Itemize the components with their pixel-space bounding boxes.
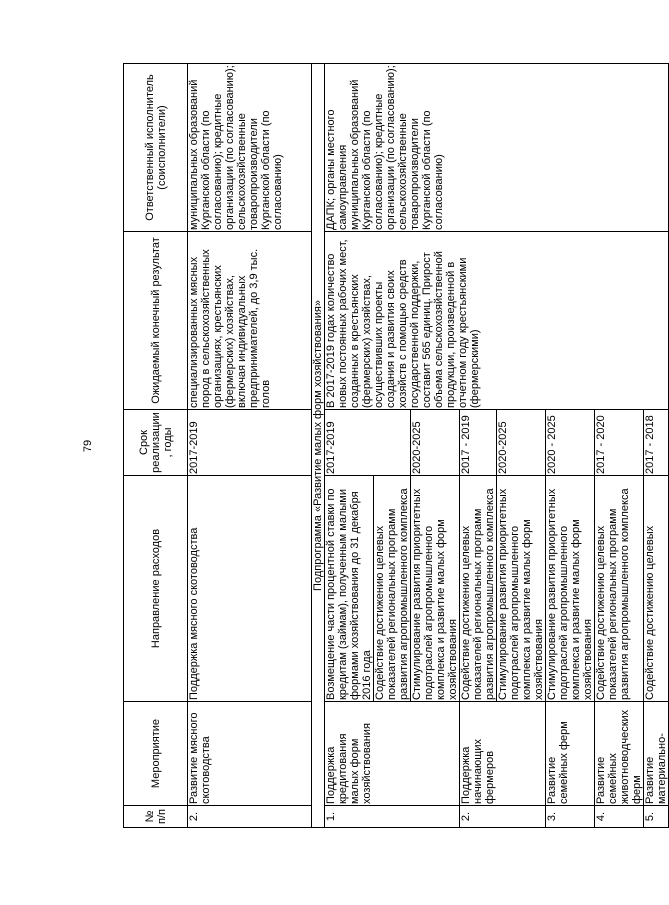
event-cell: Развитие мясного скотоводства [188, 702, 312, 806]
subprogram-row [312, 64, 325, 828]
event-cell: Развитие материально- [644, 702, 669, 806]
result-cell: В 2017-2019 годах количество новых постоянных рабочих мест, созданных в крестьянских (фермерских) хозяйствах, осуществивших проекты создания и развития своих хозяйств с помощью средств государственной поддержки, составит 565 единиц. Прирост объема сельскохозяйственной продукции, произведенной в отчетном году крестьянскими (фермерскими) [325, 232, 669, 410]
term-cell: 2017-2019 [325, 410, 411, 476]
result-cell: специализированных мясных пород в сельскохозяйственных организациях, крестьянских (фермерских) хозяйствах, включая индивидуальных предпринимателей, до 3,9 тыс. голов [188, 232, 312, 410]
rotated-page [76, 64, 668, 828]
term-cell: 2020-2025 [411, 410, 460, 476]
term-cell: 2020-2025 [497, 410, 546, 476]
program-table [123, 63, 669, 828]
table-row [188, 64, 312, 828]
row-num: 4. [595, 806, 644, 828]
direction-cell: Содействие достижению целевых показателей региональных программ развития агропромышленного комплекса [595, 476, 644, 702]
page-number: 79 [82, 439, 94, 453]
header-direction: Направление расходов [124, 476, 188, 702]
direction-cell: Содействие достижению целевых показателей региональных программ развития агропромышленного комплекса [374, 476, 411, 702]
row-num: 1. [325, 806, 460, 828]
direction-cell: Содействие достижению целевых показателей региональных программ развития агропромышленного комплекса [460, 476, 497, 702]
term-cell: 2017 - 2019 [460, 410, 497, 476]
subprogram-title: Подпрограмма «Развитие малых форм хозяйствования» [312, 64, 325, 828]
direction-cell: Стимулирование развития приоритетных подотраслей агропромышленного комплекса и развитие малых форм хозяйствования [497, 476, 546, 702]
event-cell: Поддержка кредитования малых форм хозяйствования [325, 702, 460, 806]
term-cell: 2017 - 2020 [595, 410, 644, 476]
row-num: 5. [644, 806, 669, 828]
term-cell: 2017 - 2018 [644, 410, 669, 476]
row-num: 2. [188, 806, 312, 828]
header-responsible: Ответственный исполнитель (соисполнители) [124, 64, 188, 232]
header-event: Мероприятие [124, 702, 188, 806]
header-row [124, 64, 188, 828]
table-row [325, 64, 374, 828]
direction-cell: Поддержка мясного скотоводства [188, 476, 312, 702]
event-cell: Развитие семейных животноводческих ферм [595, 702, 644, 806]
header-num: № п/п [124, 806, 188, 828]
term-cell: 2017-2019 [188, 410, 312, 476]
header-term: Срок реализации, годы [124, 410, 188, 476]
row-num: 3. [546, 806, 595, 828]
row-num: 2. [460, 806, 546, 828]
direction-cell: Содействие достижению целевых [644, 476, 669, 702]
direction-cell: Стимулирование развития приоритетных подотраслей агропромышленного комплекса и развитие малых форм хозяйствования [546, 476, 595, 702]
direction-cell: Возмещение части процентной ставки по кредитам (займам), полученным малыми формами хозяйствования до 31 декабря 2016 года [325, 476, 374, 702]
term-cell: 2020 - 2025 [546, 410, 595, 476]
direction-cell: Стимулирование развития приоритетных подотраслей агропромышленного комплекса и развитие малых форм хозяйствования [411, 476, 460, 702]
responsible-cell: ДАПК; органы местного самоуправления муниципальных образований Курганской области (по согласованию); кредитные организации (по согласованию); сельскохозяйственные товаропроизводители Курганской области (по согласованию) [325, 64, 669, 232]
responsible-cell: муниципальных образований Курганской области (по согласованию); кредитные организации (по согласованию); сельскохозяйственные товаропроизводители Курганской области (по согласованию) [188, 64, 312, 232]
header-result: Ожидаемый конечный результат [124, 232, 188, 410]
event-cell: Поддержка начинающих фермеров [460, 702, 546, 806]
event-cell: Развитие семейных ферм [546, 702, 595, 806]
